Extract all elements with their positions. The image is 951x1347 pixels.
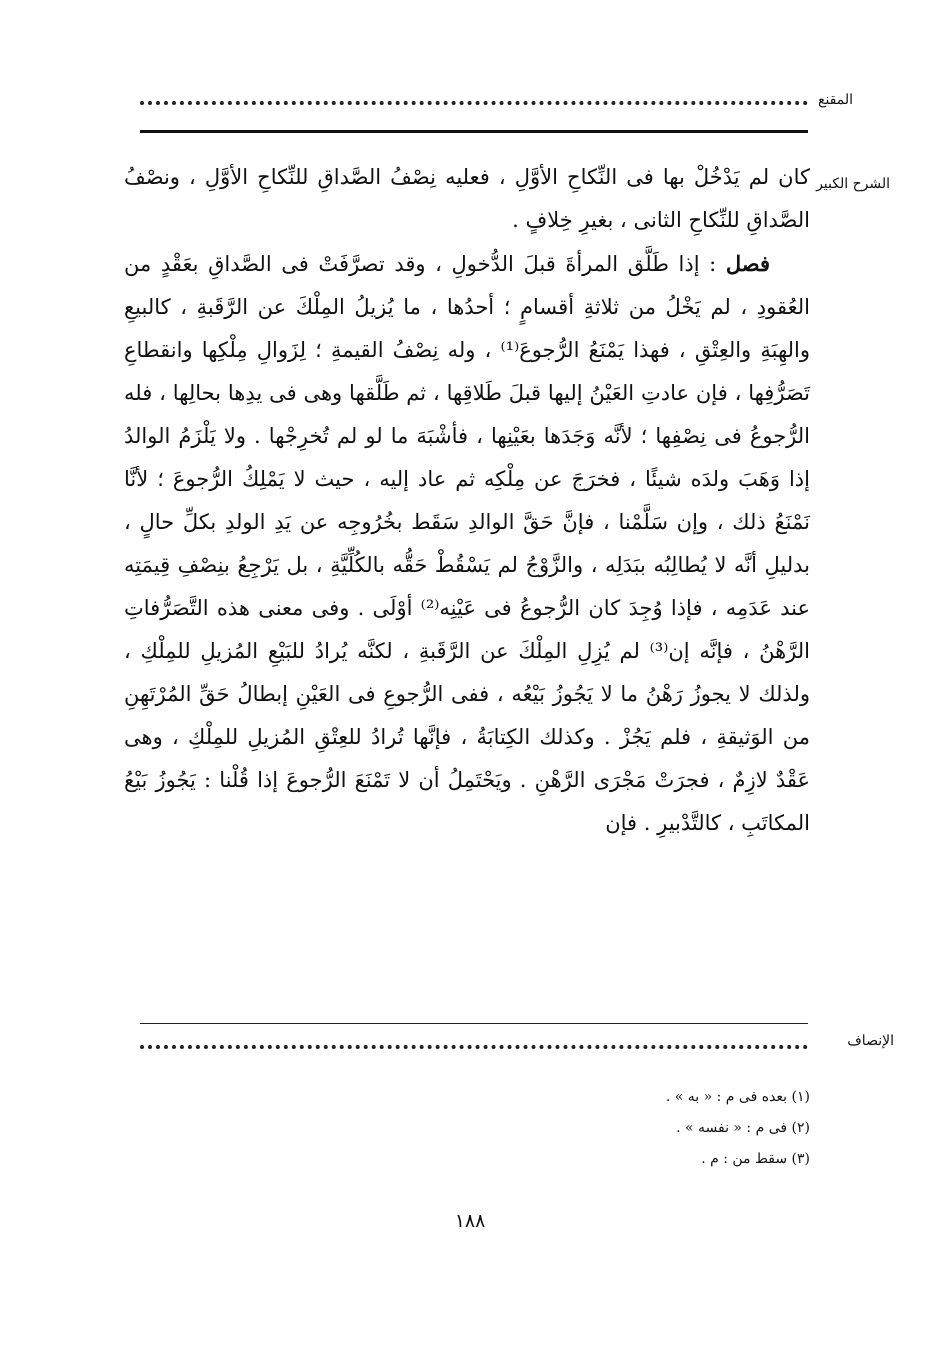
commentary-label: الشرح الكبير — [816, 176, 890, 192]
paragraph-1: كان لم يَدْخُلْ بها فى النِّكاحِ الأوَّلِ ، فعليه نِصْفُ الصَّداقِ للنِّكاحِ الأوَّلِ ، ونصْفُ الصَّداقِ للنِّكاحِ الثانى ، بغيرِ خِلافٍ . — [124, 165, 810, 232]
header-dotted-line — [140, 101, 808, 105]
footnote-2: (٢) فى م : « نفسه » . — [676, 1120, 810, 1136]
paragraph-2-text: : إذا طَلَّق المرأةَ قبلَ الدُّخولِ ، وقد تصرَّفَتْ فى الصَّداقِ بعَقْدٍ من العُقودِ ، لم يَخْلُ من ثلاثةِ أقسامٍ ؛ أحدُها ، ما يُزيلُ المِلْكَ عن الرَّقَبةِ ، كالبيعِ والهِبَةِ والعِتْقِ ، فهذا يَمْنَعُ الرُّجوعَ⁽¹⁾ ، وله نِصْفُ القيمةِ ؛ لِزَوالِ مِلْكِها وانقطاعِ تَصَرُّفِها ، فإن عادتِ العَيْنُ إليها قبلَ طَلاقِها ، ثم طَلَّقها وهى فى يدِها بحالِها ، فله الرُّجوعُ فى نِصْفِها ؛ لأنَّه وَجَدَها بعَيْنِها ، فأشْبَهَ ما لو لم تُخرِجْها . ولا يَلْزَمُ الوالدُ إذا وَهَبَ ولدَه شيئًا ، فخرَجَ عن مِلْكِه ثم عاد إليه ، حيث لا يَمْلِكُ الرُّجوعَ ؛ لأنَّا نَمْنَعُ ذلك ، وإن سَلَّمْنا ، فإنَّ حَقَّ الوالدِ سَقَط بخُرُوجِه عن يَدِ الولدِ بكلِّ حالٍ ، بدليلِ أنَّه لا يُطالِبُه ببَدَلِه ، والزَّوْجُ لم يَسْقُطْ حَقُّه بالكُلِّيَّةِ ، بل يَرْجِعُ بنِصْفِ قِيمَتِه عند عَدَمِه ، فإذا وُجِدَ كان الرُّجوعُ فى عَيْنِه⁽²⁾ أوْلَى . وفى معنى هذه التَّصَرُّفاتِ الرَّهْنُ ، فإنَّه إن⁽³⁾ لم يُزِلِ المِلْكَ عن الرَّقَبةِ ، لكنَّه يُرادُ للبَيْعِ المُزيلِ للمِلْكِ ، ولذلك لا يجوزُ رَهْنُ ما لا يَجُوزُ بَيْعُه ، ففى الرُّجوعِ فى العَيْنِ إبطالُ حَقِّ المُرْتَهِنِ من الوَثيقةِ ، فلم يَجُزْ . وكذلك الكِتابَةُ ، فإنَّها تُرادُ للعِتْقِ المُزيلِ للمِلْكِ ، وهى عَقْدٌ لازِمٌ ، فجرَتْ مَجْرَى الرَّهْنِ . ويَحْتَمِلُ أن لا تَمْنَعَ الرُّجوعَ إذا قُلْنا : يَجُوزُ بَيْعُ المكاتَبِ ، كالتَّدْبيرِ . فإن — [124, 252, 811, 835]
running-title: المقنع — [818, 92, 854, 108]
text-bottom-rule — [140, 1023, 808, 1024]
main-text — [124, 156, 810, 845]
insaf-dotted-line — [140, 1045, 808, 1049]
header-rule — [140, 130, 808, 133]
paragraph-2 — [124, 242, 810, 845]
footnote-1: (١) بعده فى م : « به » . — [665, 1089, 810, 1105]
footnote-3: (٣) سقط من : م . — [701, 1151, 810, 1167]
page-number: ١٨٨ — [454, 1210, 486, 1232]
section-heading: فصل — [725, 251, 770, 276]
footnotes — [300, 1082, 810, 1175]
insaf-label: الإنصاف — [847, 1033, 894, 1049]
